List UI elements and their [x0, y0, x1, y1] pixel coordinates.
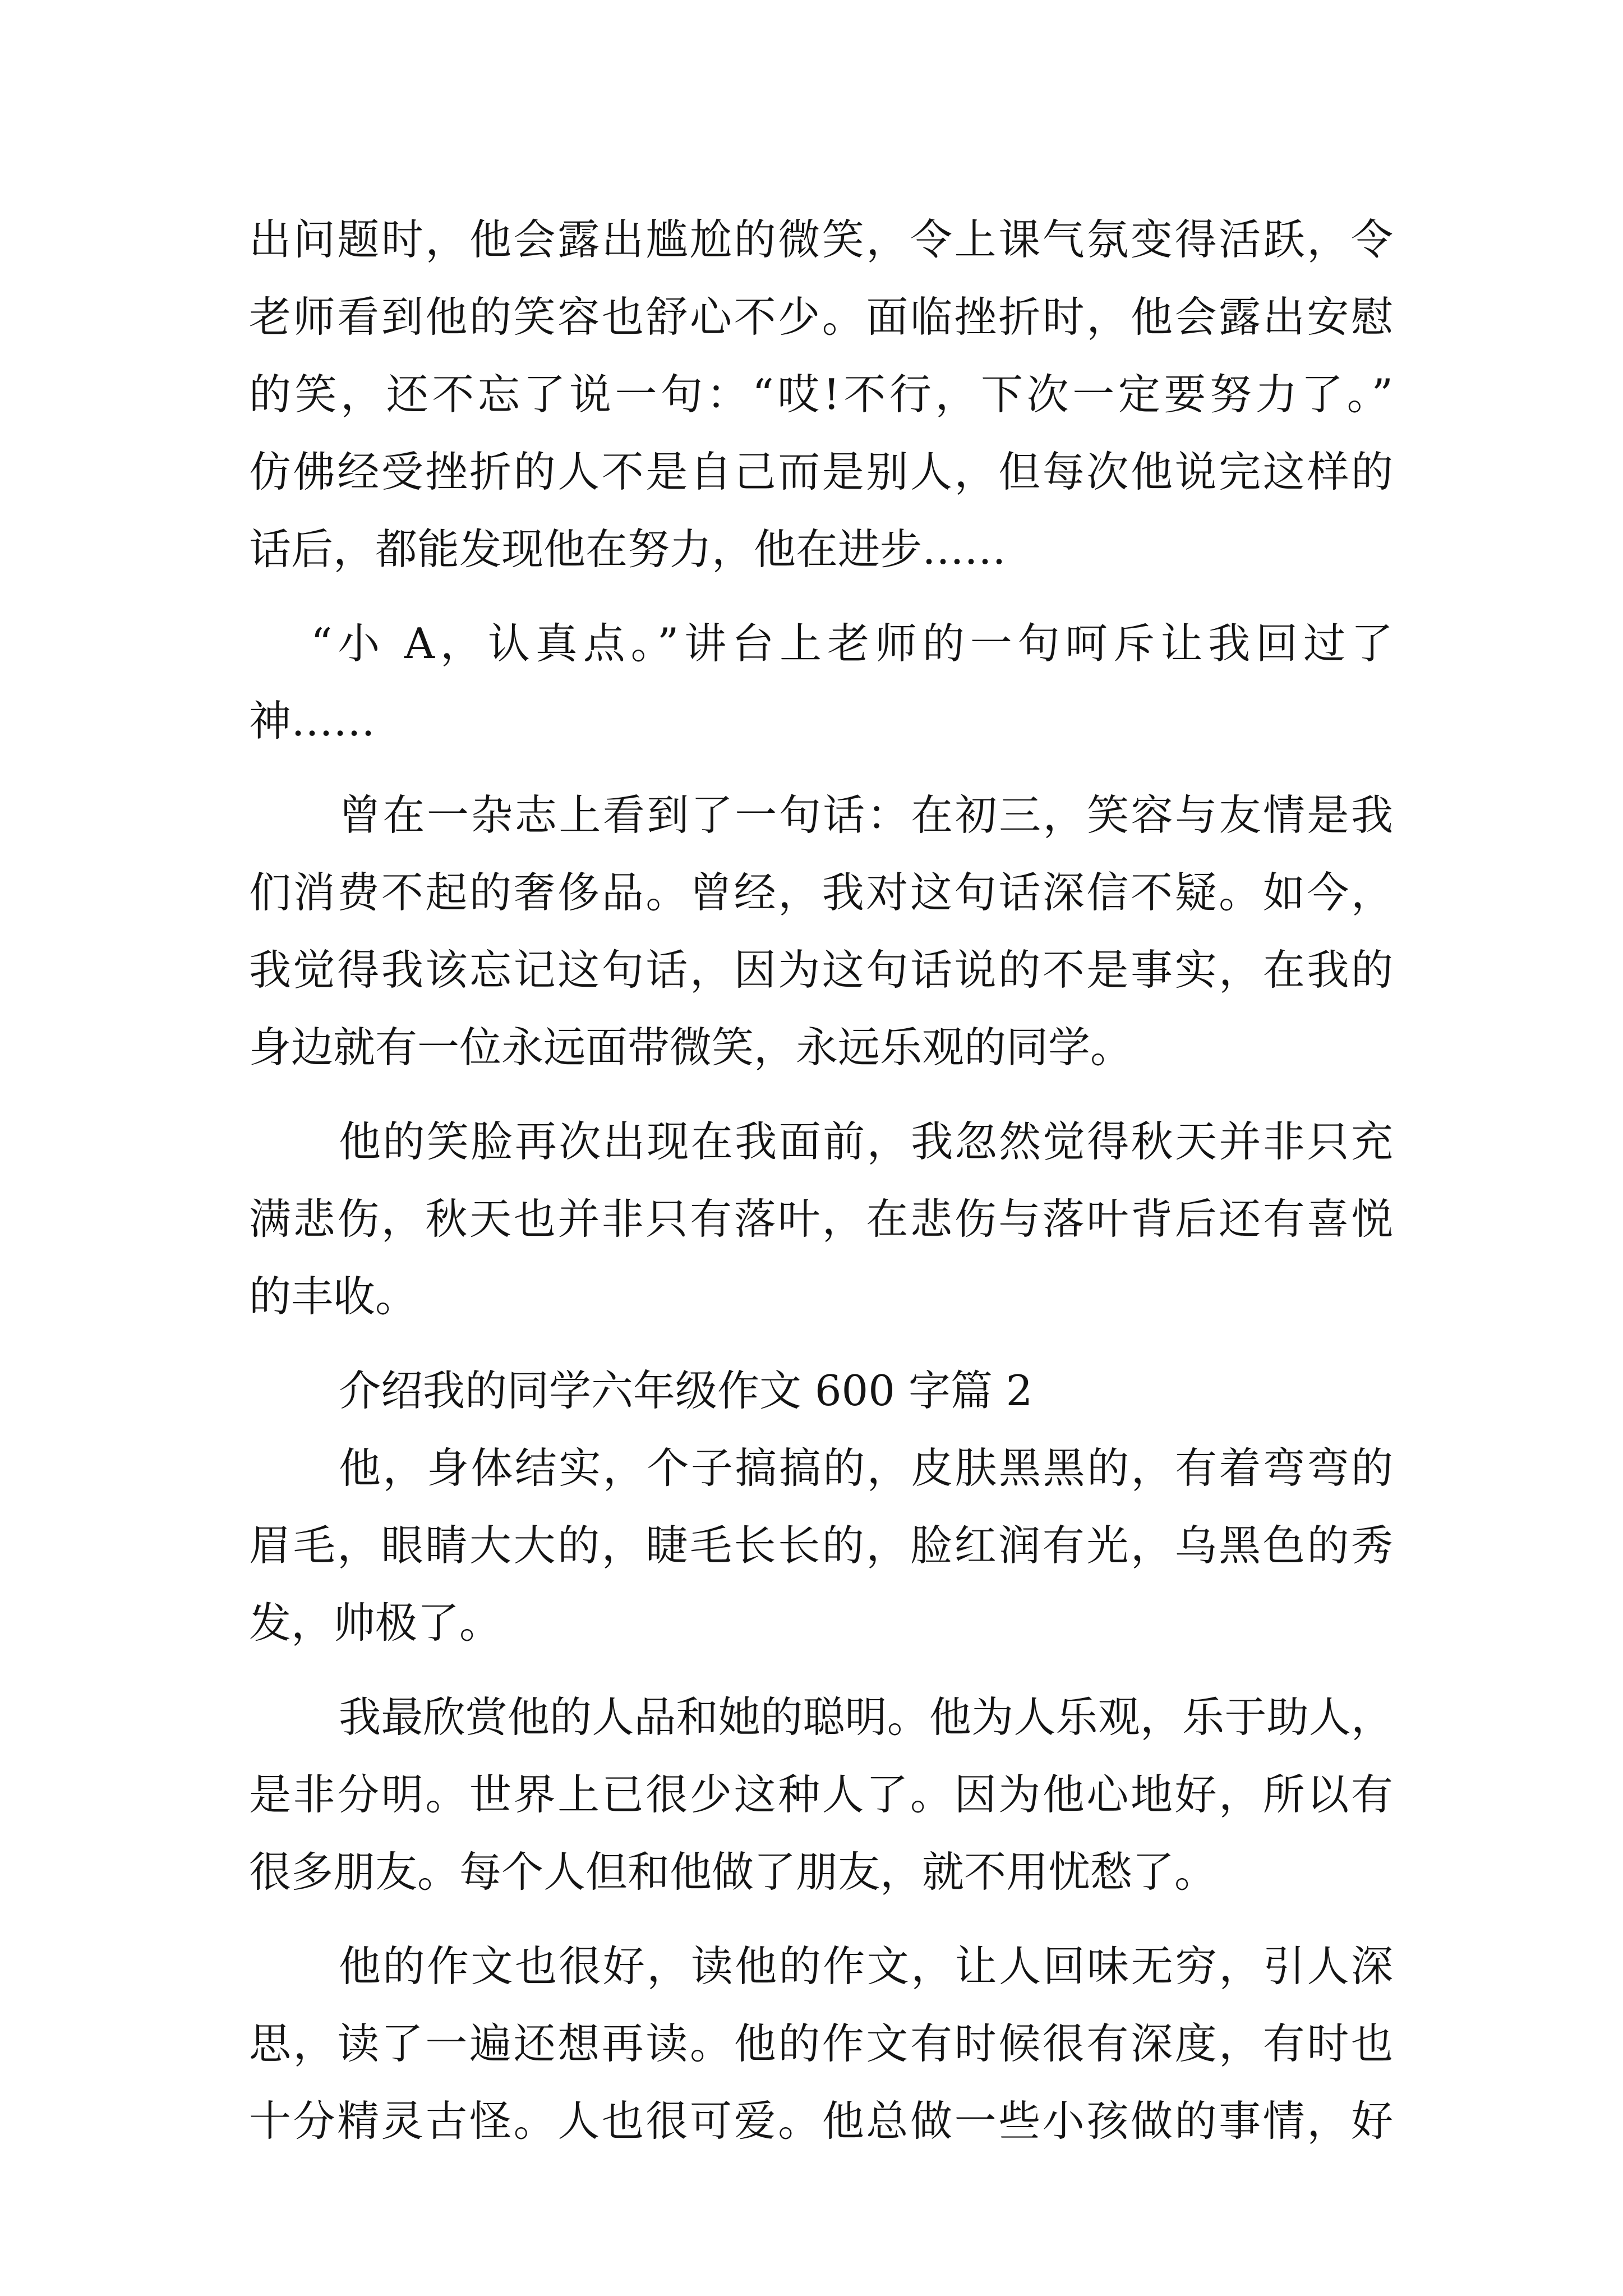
text-line: 很多朋友。每个人但和他做了朋友，就不用忧愁了。 [249, 1847, 1217, 1897]
text-line: 的丰收。 [249, 1272, 418, 1321]
text-line: 满悲伤，秋天也并非只有落叶，在悲伤与落叶背后还有喜悦 [249, 1194, 1393, 1244]
paragraph [249, 776, 1393, 1086]
paragraph [249, 1429, 1393, 1662]
paragraph [249, 1103, 1393, 1335]
text-line: 他的笑脸再次出现在我面前，我忽然觉得秋天并非只充 [339, 1117, 1393, 1166]
text-line: 十分精灵古怪。人也很可爱。他总做一些小孩做的事情，好 [249, 2096, 1393, 2146]
document-body [249, 201, 1393, 2160]
text-line: 曾在一杂志上看到了一句话：在初三，笑容与友情是我 [339, 790, 1393, 840]
text-line: 发，帅极了。 [249, 1598, 502, 1648]
text-line: 是非分明。世界上已很少这种人了。因为他心地好，所以有 [249, 1770, 1393, 1819]
text-line: 他的作文也很好，读他的作文，让人回味无穷，引人深 [339, 1941, 1393, 1991]
paragraph [249, 605, 1393, 760]
text-line: 出问题时，他会露出尴尬的微笑，令上课气氛变得活跃，令 [249, 215, 1393, 264]
text-line: 我最欣赏他的人品和她的聪明。他为人乐观，乐于助人， [339, 1692, 1393, 1742]
text-line: 眉毛，眼睛大大的，睫毛长长的，脸红润有光，乌黑色的秀 [249, 1521, 1393, 1570]
paragraph [249, 1927, 1393, 2160]
text-line: 老师看到他的笑容也舒心不少。面临挫折时，他会露出安慰 [249, 292, 1393, 342]
text-line: 神…… [249, 696, 376, 746]
text-line: 话后，都能发现他在努力，他在进步…… [249, 524, 1007, 574]
text-line: 他，身体结实，个子搞搞的，皮肤黑黑的，有着弯弯的 [339, 1443, 1393, 1493]
paragraph [249, 201, 1393, 588]
text-line: 的笑，还不忘了说一句：“哎!不行，下次一定要努力了。” [249, 370, 1393, 419]
heading-text: 介绍我的同学六年级作文 600 字篇 2 [339, 1366, 1033, 1415]
section-heading [249, 1352, 1393, 1429]
text-line: “小 A，认真点。”讲台上老师的一句呵斥让我回过了 [311, 619, 1393, 668]
text-line: 我觉得我该忘记这句话，因为这句话说的不是事实，在我的 [249, 945, 1393, 995]
text-line: 思，读了一遍还想再读。他的作文有时候很有深度，有时也 [249, 2019, 1393, 2068]
text-line: 们消费不起的奢侈品。曾经，我对这句话深信不疑。如今， [249, 868, 1393, 917]
paragraph [249, 1678, 1393, 1911]
text-line: 仿佛经受挫折的人不是自己而是别人，但每次他说完这样的 [249, 447, 1393, 496]
text-line: 身边就有一位永远面带微笑，永远乐观的同学。 [249, 1023, 1133, 1072]
